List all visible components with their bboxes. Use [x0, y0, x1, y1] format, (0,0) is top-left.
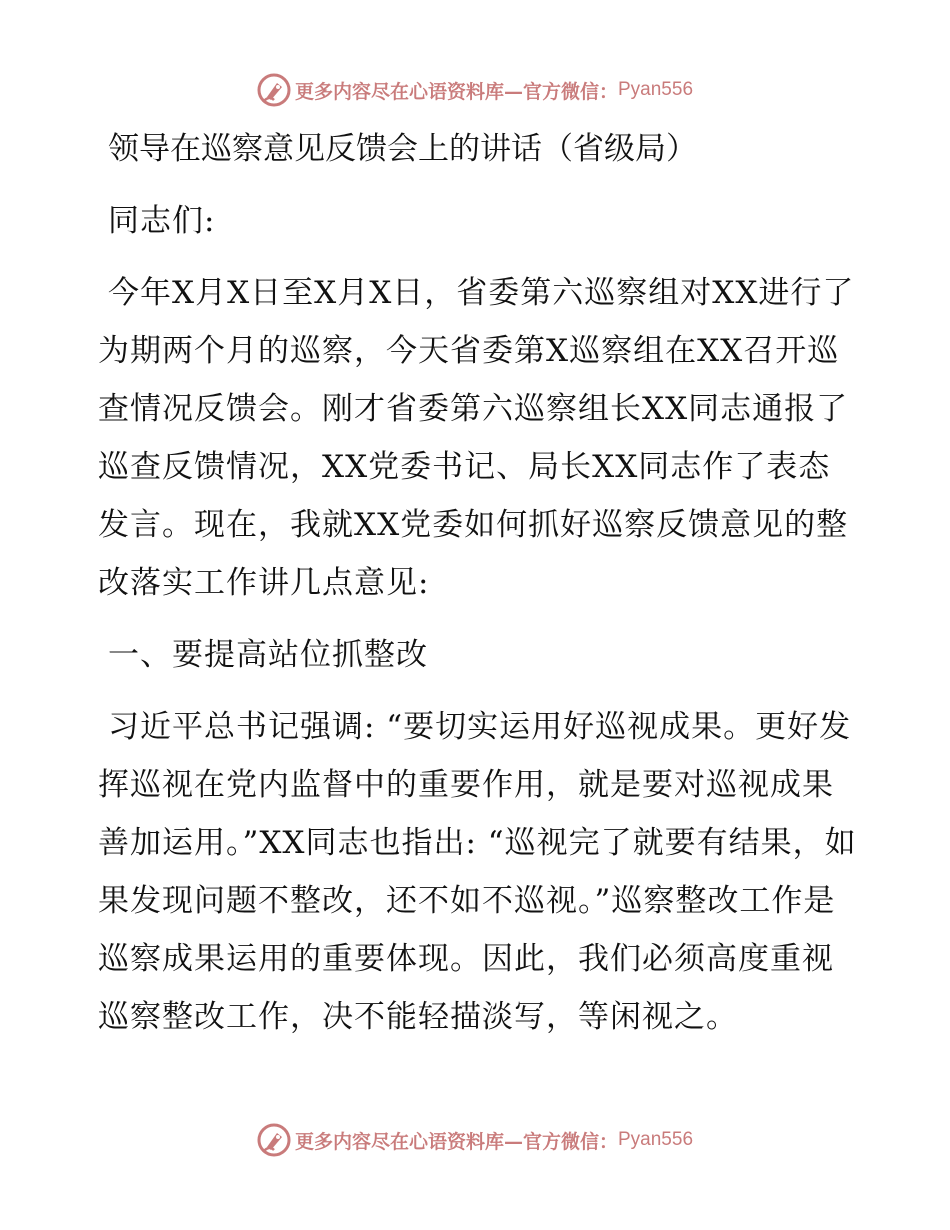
- watermark-text: 更多内容尽在心语资料库—官方微信：: [294, 80, 618, 103]
- paragraph-intro: 今年X月X日至X月X日，省委第六巡察组对XX进行了为期两个月的巡察，今天省委第X巡察组在XX召开巡查情况反馈会。刚才省委第六巡察组长XX同志通报了巡查反馈情况，XX党委书记、局长XX同志作了表态发言。现在，我就XX党委如何抓好巡察反馈意见的整改落实工作讲几点意见:: [98, 275, 855, 601]
- paragraph-section-1: 习近平总书记强调: “要切实运用好巡视成果。更好发挥巡视在党内监督中的重要作用，就是要对巡视成果善加运用。”XX同志也指出: “巡视完了就要有结果，如果发现问题不整改，还不如不巡视。”巡察整改工作是巡察成果运用的重要体现。因此，我们必须高度重视巡察整改工作，决不能轻描淡写，等闲视之。: [98, 709, 857, 1035]
- document-body: [98, 120, 858, 1046]
- section-heading-1: 一、要提高站位抓整改: [108, 637, 428, 673]
- pen-nib-icon: [257, 73, 291, 107]
- pen-nib-icon: [257, 1123, 291, 1157]
- document-title: 领导在巡察意见反馈会上的讲话（省级局）: [108, 131, 697, 167]
- watermark-wechat-id: Pyan556: [618, 1129, 694, 1150]
- footer-watermark: [0, 1120, 950, 1160]
- watermark-wechat-id: Pyan556: [618, 79, 694, 100]
- header-watermark: [0, 70, 950, 110]
- salutation: 同志们:: [108, 203, 216, 239]
- watermark-text: 更多内容尽在心语资料库—官方微信：: [294, 1130, 618, 1153]
